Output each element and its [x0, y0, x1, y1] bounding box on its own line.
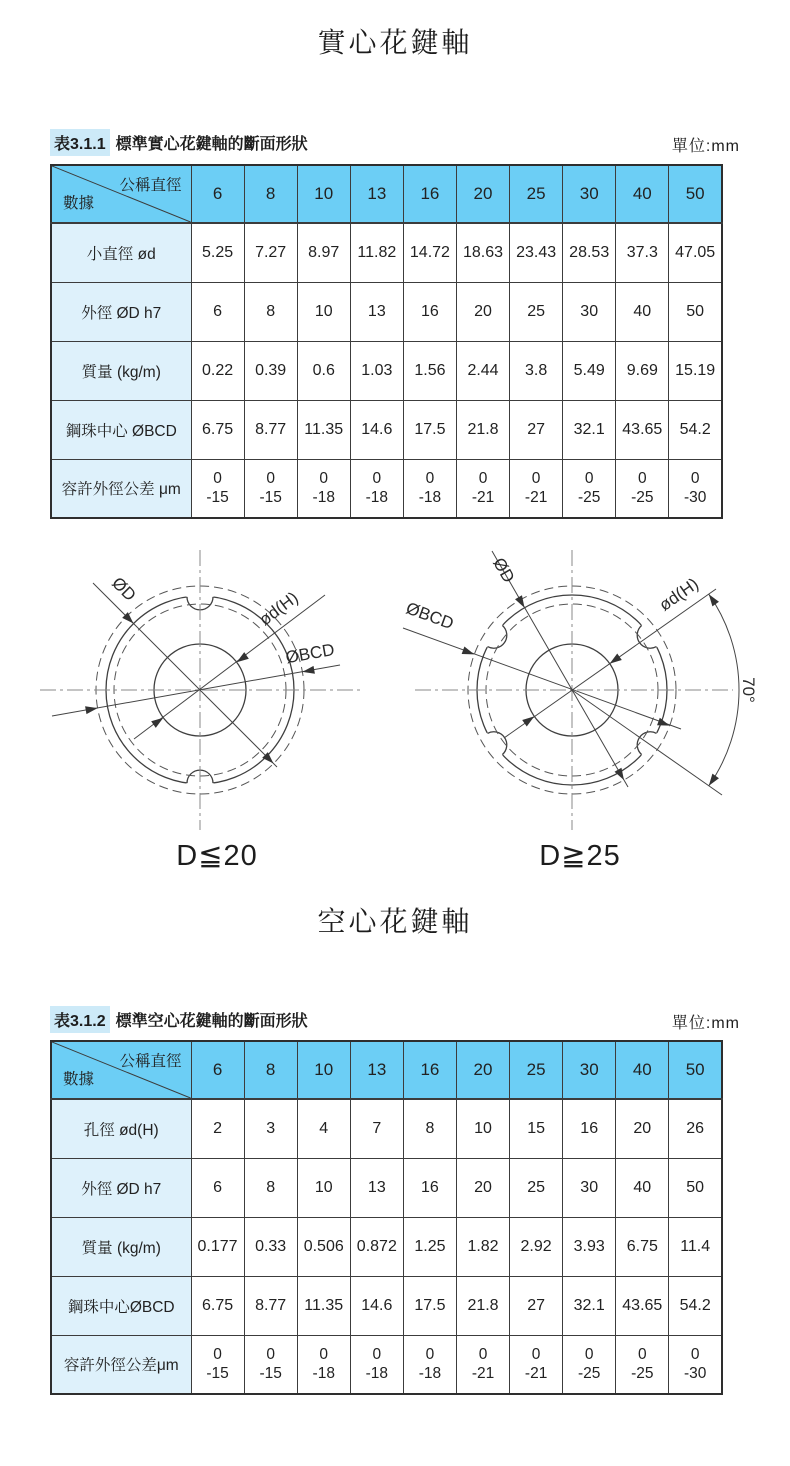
value-cell: 3 [244, 1099, 297, 1158]
column-header: 6 [191, 165, 244, 223]
value-cell: 6.75 [616, 1217, 669, 1276]
table1-caption-row [50, 129, 740, 156]
value-cell: 27 [510, 1276, 563, 1335]
value-cell: 0 -30 [669, 1335, 722, 1394]
value-cell: 11.35 [297, 1276, 350, 1335]
value-cell: 0 -21 [510, 1335, 563, 1394]
value-cell: 1.82 [456, 1217, 509, 1276]
table2-tag: 表3.1.2 [50, 1006, 110, 1033]
value-cell: 8 [244, 282, 297, 341]
label-hole-diameter: ød(H) [255, 587, 302, 630]
value-cell: 10 [297, 1158, 350, 1217]
value-cell: 0.872 [350, 1217, 403, 1276]
value-cell: 0.22 [191, 341, 244, 400]
diagram-cross-section-d25 [385, 525, 765, 840]
row-label: 質量 (kg/m) [51, 341, 191, 400]
row-label: 質量 (kg/m) [51, 1217, 191, 1276]
corner-header-cell [51, 165, 191, 223]
corner-label-nominal-diameter: 公稱直徑 [119, 177, 182, 194]
value-cell: 16 [403, 1158, 456, 1217]
value-cell: 0 -15 [191, 1335, 244, 1394]
table-row [51, 223, 722, 282]
table2-caption: 標準空心花鍵軸的斷面形狀 [115, 1013, 308, 1030]
row-label: 外徑 ØD h7 [51, 1158, 191, 1217]
column-header: 16 [403, 1041, 456, 1099]
value-cell: 2.92 [510, 1217, 563, 1276]
value-cell: 21.8 [456, 400, 509, 459]
value-cell: 1.25 [403, 1217, 456, 1276]
value-cell: 0.33 [244, 1217, 297, 1276]
row-label: 小直徑 ød [51, 223, 191, 282]
table-row [51, 341, 722, 400]
column-header: 13 [350, 165, 403, 223]
value-cell: 10 [297, 282, 350, 341]
value-cell: 14.6 [350, 1276, 403, 1335]
column-header: 6 [191, 1041, 244, 1099]
value-cell: 8.97 [297, 223, 350, 282]
value-cell: 1.03 [350, 341, 403, 400]
column-header: 25 [510, 165, 563, 223]
value-cell: 4 [297, 1099, 350, 1158]
row-label: 外徑 ØD h7 [51, 282, 191, 341]
value-cell: 8 [244, 1158, 297, 1217]
value-cell: 16 [403, 282, 456, 341]
diagram-right-caption: D≧25 [539, 840, 621, 872]
label-outer-diameter: ØD [108, 573, 140, 605]
value-cell: 0.177 [191, 1217, 244, 1276]
value-cell: 32.1 [563, 1276, 616, 1335]
value-cell: 0.6 [297, 341, 350, 400]
row-label: 容許外徑公差 μm [51, 459, 191, 518]
corner-header-cell [51, 1041, 191, 1099]
value-cell: 11.82 [350, 223, 403, 282]
value-cell: 0 -30 [669, 459, 722, 518]
value-cell: 16 [563, 1099, 616, 1158]
value-cell: 0 -25 [616, 459, 669, 518]
value-cell: 25 [510, 282, 563, 341]
value-cell: 28.53 [563, 223, 616, 282]
groove-radial-line [572, 690, 722, 795]
row-label: 鋼珠中心ØBCD [51, 1276, 191, 1335]
value-cell: 0 -18 [403, 459, 456, 518]
row-label: 容許外徑公差μm [51, 1335, 191, 1394]
table-hollow-spline [50, 1040, 723, 1395]
value-cell: 40 [616, 1158, 669, 1217]
value-cell: 43.65 [616, 400, 669, 459]
row-label: 鋼珠中心 ØBCD [51, 400, 191, 459]
value-cell: 43.65 [616, 1276, 669, 1335]
value-cell: 6.75 [191, 1276, 244, 1335]
value-cell: 54.2 [669, 1276, 722, 1335]
value-cell: 54.2 [669, 400, 722, 459]
value-cell: 0 -18 [297, 1335, 350, 1394]
label-bcd: ØBCD [284, 639, 336, 668]
solid-spline-table [50, 164, 723, 519]
value-cell: 37.3 [616, 223, 669, 282]
column-header: 8 [244, 165, 297, 223]
table1-tag: 表3.1.1 [50, 129, 110, 156]
value-cell: 2.44 [456, 341, 509, 400]
label-bcd: ØBCD [403, 598, 457, 634]
section-title-solid-spline: 實心花鍵軸 [317, 27, 473, 58]
section-title-hollow-spline: 空心花鍵軸 [317, 906, 473, 937]
value-cell: 17.5 [403, 1276, 456, 1335]
value-cell: 0 -21 [456, 459, 509, 518]
value-cell: 0 -15 [244, 1335, 297, 1394]
label-outer-diameter: ØD [489, 554, 519, 587]
column-header: 40 [616, 165, 669, 223]
value-cell: 0.39 [244, 341, 297, 400]
column-header: 10 [297, 165, 350, 223]
value-cell: 0.506 [297, 1217, 350, 1276]
label-angle-70: 70° [739, 677, 758, 703]
value-cell: 8 [403, 1099, 456, 1158]
value-cell: 20 [616, 1099, 669, 1158]
value-cell: 6 [191, 1158, 244, 1217]
value-cell: 6.75 [191, 400, 244, 459]
value-cell: 5.25 [191, 223, 244, 282]
value-cell: 0 -25 [616, 1335, 669, 1394]
value-cell: 32.1 [563, 400, 616, 459]
value-cell: 0 -21 [510, 459, 563, 518]
table-row [51, 459, 722, 518]
value-cell: 0 -25 [563, 1335, 616, 1394]
value-cell: 15.19 [669, 341, 722, 400]
corner-label-nominal-diameter: 公稱直徑 [119, 1053, 182, 1070]
value-cell: 0 -18 [297, 459, 350, 518]
value-cell: 2 [191, 1099, 244, 1158]
table-row [51, 1335, 722, 1394]
column-header: 30 [563, 1041, 616, 1099]
value-cell: 3.8 [510, 341, 563, 400]
column-header: 16 [403, 165, 456, 223]
table-row [51, 282, 722, 341]
value-cell: 18.63 [456, 223, 509, 282]
value-cell: 0 -18 [403, 1335, 456, 1394]
value-cell: 11.35 [297, 400, 350, 459]
value-cell: 0 -15 [244, 459, 297, 518]
column-header: 20 [456, 165, 509, 223]
hollow-spline-table [50, 1040, 723, 1395]
diagram-cross-section-d20 [30, 525, 380, 840]
value-cell: 17.5 [403, 400, 456, 459]
table-solid-spline [50, 164, 723, 519]
value-cell: 50 [669, 1158, 722, 1217]
table1-caption: 標準實心花鍵軸的斷面形狀 [115, 136, 308, 153]
corner-label-data: 數據 [63, 195, 95, 212]
table-row [51, 1276, 722, 1335]
table-row [51, 1217, 722, 1276]
value-cell: 14.6 [350, 400, 403, 459]
diagram-left-caption: D≦20 [176, 840, 258, 872]
label-hole-diameter: ød(H) [655, 574, 703, 615]
value-cell: 0 -21 [456, 1335, 509, 1394]
column-header: 40 [616, 1041, 669, 1099]
value-cell: 7.27 [244, 223, 297, 282]
column-header: 10 [297, 1041, 350, 1099]
value-cell: 15 [510, 1099, 563, 1158]
value-cell: 40 [616, 282, 669, 341]
value-cell: 3.93 [563, 1217, 616, 1276]
column-header: 13 [350, 1041, 403, 1099]
value-cell: 50 [669, 282, 722, 341]
column-header: 8 [244, 1041, 297, 1099]
column-header: 50 [669, 165, 722, 223]
value-cell: 20 [456, 1158, 509, 1217]
value-cell: 30 [563, 1158, 616, 1217]
row-label: 孔徑 ød(H) [51, 1099, 191, 1158]
column-header: 30 [563, 165, 616, 223]
value-cell: 11.4 [669, 1217, 722, 1276]
value-cell: 27 [510, 400, 563, 459]
corner-label-data: 數據 [63, 1071, 95, 1088]
value-cell: 20 [456, 282, 509, 341]
value-cell: 13 [350, 1158, 403, 1217]
table-row [51, 400, 722, 459]
table-row [51, 1099, 722, 1158]
value-cell: 0 -25 [563, 459, 616, 518]
column-header: 25 [510, 1041, 563, 1099]
value-cell: 7 [350, 1099, 403, 1158]
value-cell: 5.49 [563, 341, 616, 400]
value-cell: 14.72 [403, 223, 456, 282]
table2-unit-label: 單位:mm [671, 1015, 740, 1032]
value-cell: 8.77 [244, 1276, 297, 1335]
value-cell: 13 [350, 282, 403, 341]
value-cell: 26 [669, 1099, 722, 1158]
column-header: 20 [456, 1041, 509, 1099]
value-cell: 21.8 [456, 1276, 509, 1335]
value-cell: 0 -18 [350, 1335, 403, 1394]
table1-unit-label: 單位:mm [671, 138, 740, 155]
value-cell: 9.69 [616, 341, 669, 400]
dim-line-dh [134, 595, 325, 739]
value-cell: 25 [510, 1158, 563, 1217]
value-cell: 47.05 [669, 223, 722, 282]
value-cell: 23.43 [510, 223, 563, 282]
value-cell: 10 [456, 1099, 509, 1158]
value-cell: 6 [191, 282, 244, 341]
value-cell: 0 -15 [191, 459, 244, 518]
value-cell: 8.77 [244, 400, 297, 459]
table-row [51, 1158, 722, 1217]
table2-caption-row [50, 1006, 740, 1033]
value-cell: 1.56 [403, 341, 456, 400]
column-header: 50 [669, 1041, 722, 1099]
value-cell: 0 -18 [350, 459, 403, 518]
value-cell: 30 [563, 282, 616, 341]
